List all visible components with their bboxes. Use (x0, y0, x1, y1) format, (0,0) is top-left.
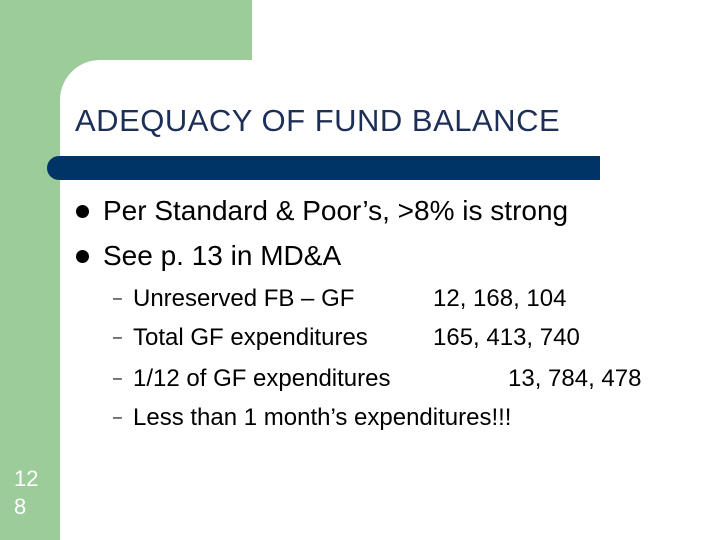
dash-icon: – (113, 370, 122, 387)
sub-item-label: Total GF expenditures (133, 324, 368, 351)
sub-item-value: 13, 784, 478 (508, 365, 642, 392)
sub-item-value: 12, 168, 104 (433, 285, 567, 312)
sub-item-label: Unreserved FB – GF (133, 285, 355, 312)
left-sidebar-band (0, 0, 60, 540)
title-underline-bar (47, 156, 600, 180)
dash-icon: – (113, 409, 122, 426)
dash-icon: – (113, 329, 122, 346)
bullet-text: Per Standard & Poor’s, >8% is strong (103, 195, 569, 226)
bullet-icon (76, 250, 89, 263)
slide-title: ADEQUACY OF FUND BALANCE (75, 103, 561, 138)
sub-item-label: Less than 1 month’s expenditures!!! (133, 404, 512, 431)
sub-item (113, 322, 580, 354)
sub-item (113, 363, 642, 395)
sub-item-label: 1/12 of GF expenditures (133, 365, 391, 392)
bullet-icon (76, 205, 89, 218)
sub-item (113, 402, 512, 434)
sub-item-value: 165, 413, 740 (433, 324, 580, 351)
sub-item (113, 283, 567, 315)
bullet-item (76, 193, 568, 229)
bullet-item (76, 238, 341, 274)
bullet-text: See p. 13 in MD&A (103, 240, 342, 271)
slide-number: 12 8 (14, 466, 39, 519)
dash-icon: – (113, 290, 122, 307)
